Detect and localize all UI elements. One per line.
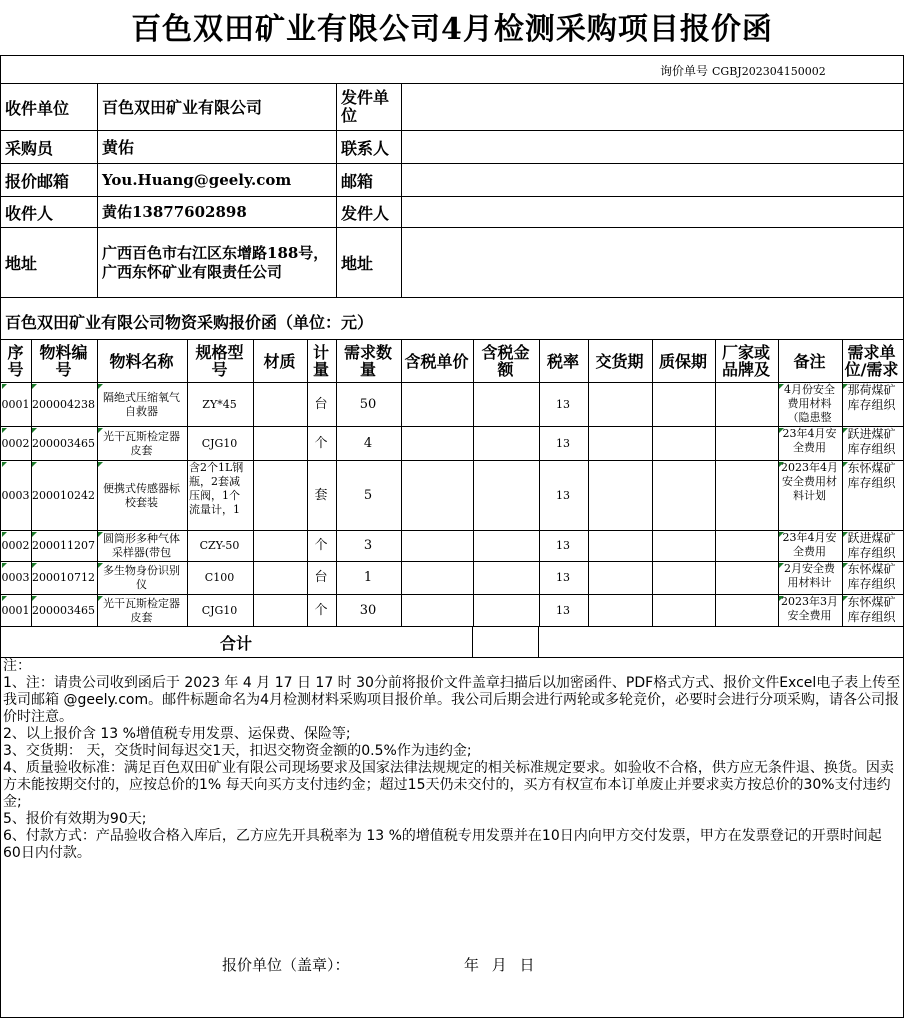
cell-empty[interactable] xyxy=(588,427,651,460)
cell-dept: 东怀煤矿库存组织 xyxy=(847,461,896,490)
cell-spec: C100 xyxy=(204,571,235,584)
sender-unit-label: 发件单位 xyxy=(341,88,390,125)
cell-material xyxy=(253,595,306,626)
cell-seq: 0003 xyxy=(1,488,30,502)
column-header: 计量 xyxy=(312,343,329,379)
cell-material xyxy=(253,562,306,594)
cell-empty[interactable] xyxy=(715,383,777,426)
cell-remark: 2023年3月安全费用 xyxy=(781,595,838,622)
grid-line xyxy=(0,297,904,298)
cell-marker xyxy=(32,462,37,467)
cell-marker xyxy=(98,428,103,433)
cell-unit: 个 xyxy=(314,602,328,618)
cell-empty[interactable] xyxy=(401,383,472,426)
cell-empty[interactable] xyxy=(473,427,538,460)
page-title: 百色双田矿业有限公司4月检测采购项目报价函 xyxy=(131,12,773,47)
cell-seq: 0003 xyxy=(1,571,30,584)
cell-seq: 0002 xyxy=(1,436,30,450)
note-2: 2、以上报价含 13 %增值税专用发票、运保费、保险等; xyxy=(3,726,351,742)
column-header: 备注 xyxy=(793,351,826,371)
mail-label: 邮箱 xyxy=(341,171,374,191)
address2-value[interactable] xyxy=(402,228,902,297)
receiver-unit-label: 收件单位 xyxy=(5,98,70,118)
cell-code: 200010712 xyxy=(32,571,95,584)
cell-marker xyxy=(779,532,784,537)
section-title: 百色双田矿业有限公司物资采购报价函（单位：元） xyxy=(5,312,374,332)
contact-value[interactable] xyxy=(402,131,902,163)
cell-code: 200011207 xyxy=(32,539,95,552)
cell-tax: 13 xyxy=(556,539,570,552)
cell-empty[interactable] xyxy=(473,562,538,594)
cell-empty[interactable] xyxy=(652,427,714,460)
cell-name: 圆筒形多种气体采样器(带包 xyxy=(103,532,180,559)
cell-tax: 13 xyxy=(556,488,570,502)
cell-empty[interactable] xyxy=(401,427,472,460)
cell-dept: 跃进煤矿库存组织 xyxy=(847,427,896,456)
cell-empty[interactable] xyxy=(588,531,651,561)
cell-unit: 套 xyxy=(314,487,328,503)
receiver-unit-value: 百色双田矿业有限公司 xyxy=(102,97,263,117)
recipient-value: 黄佑13877602898 xyxy=(102,202,247,221)
cell-marker xyxy=(2,532,7,537)
cell-marker xyxy=(843,596,848,601)
inquiry-label: 询价单号 xyxy=(660,64,709,78)
cell-seq: 0001 xyxy=(1,397,30,411)
cell-code: 200004238 xyxy=(32,397,95,411)
cell-marker xyxy=(843,532,848,537)
signature-date: 年 月 日 xyxy=(464,956,535,974)
cell-empty[interactable] xyxy=(715,427,777,460)
total-label: 合计 xyxy=(219,633,252,653)
cell-marker xyxy=(32,384,37,389)
cell-tax: 13 xyxy=(556,436,570,450)
column-header: 税率 xyxy=(546,351,579,371)
signature-label: 报价单位（盖章）： xyxy=(222,956,350,974)
column-header: 规格型号 xyxy=(195,343,244,379)
notes xyxy=(3,658,901,862)
buyer-label: 采购员 xyxy=(5,138,54,158)
cell-spec: CJG10 xyxy=(201,436,238,450)
cell-marker xyxy=(843,563,848,568)
cell-qty: 50 xyxy=(359,396,377,412)
cell-dept: 那荷煤矿库存组织 xyxy=(847,383,896,412)
cell-qty: 1 xyxy=(363,570,373,585)
cell-marker xyxy=(98,563,103,568)
cell-unit: 台 xyxy=(314,396,328,412)
cell-marker xyxy=(2,596,7,601)
recipient-label: 收件人 xyxy=(5,203,54,223)
cell-marker xyxy=(32,596,37,601)
cell-marker xyxy=(98,596,103,601)
cell-marker xyxy=(843,428,848,433)
cell-remark: 23年4月安全费用 xyxy=(782,531,837,558)
cell-unit: 个 xyxy=(314,538,328,553)
column-header: 交货期 xyxy=(595,351,644,371)
cell-marker xyxy=(32,532,37,537)
cell-qty: 3 xyxy=(363,538,373,553)
cell-marker xyxy=(2,462,7,467)
sender-unit-value[interactable] xyxy=(402,84,902,130)
cell-tax: 13 xyxy=(556,571,570,584)
cell-spec: 含2个1L钢瓶，2套减压阀，1个流量计，1 xyxy=(189,461,244,516)
cell-empty[interactable] xyxy=(401,531,472,561)
cell-qty: 30 xyxy=(359,602,377,618)
cell-marker xyxy=(779,384,784,389)
cell-seq: 0001 xyxy=(1,603,30,617)
cell-remark: 4月份安全费用材料（隐患整 xyxy=(784,383,835,424)
column-header: 材质 xyxy=(263,351,296,371)
grid-line xyxy=(0,55,904,56)
column-header: 需求单位/需求 xyxy=(844,343,899,379)
cell-empty[interactable] xyxy=(715,461,777,530)
cell-code: 200003465 xyxy=(32,603,95,617)
cell-empty[interactable] xyxy=(588,383,651,426)
cell-tax: 13 xyxy=(556,397,570,411)
cell-dept: 跃进煤矿库存组织 xyxy=(847,531,896,560)
buyer-value: 黄佑 xyxy=(102,137,135,157)
cell-spec: CZY-50 xyxy=(199,539,240,552)
cell-empty[interactable] xyxy=(473,595,538,626)
cell-empty[interactable] xyxy=(473,461,538,530)
cell-qty: 5 xyxy=(363,487,373,503)
cell-marker xyxy=(779,462,784,467)
cell-material xyxy=(253,461,306,530)
cell-empty[interactable] xyxy=(588,595,651,626)
cell-seq: 0002 xyxy=(1,539,30,552)
cell-marker xyxy=(779,596,784,601)
cell-marker xyxy=(843,384,848,389)
cell-empty[interactable] xyxy=(588,562,651,594)
cell-empty[interactable] xyxy=(401,595,472,626)
cell-marker xyxy=(98,532,103,537)
cell-marker xyxy=(98,462,103,467)
cell-empty[interactable] xyxy=(652,595,714,626)
cell-marker xyxy=(2,563,7,568)
cell-marker xyxy=(32,428,37,433)
cell-unit: 个 xyxy=(314,435,328,451)
column-header: 质保期 xyxy=(658,351,707,371)
cell-code: 200010242 xyxy=(32,488,95,502)
column-header: 物料名称 xyxy=(109,351,174,371)
cell-empty[interactable] xyxy=(715,595,777,626)
cell-qty: 4 xyxy=(363,435,373,451)
cell-name: 便携式传感器标校套装 xyxy=(103,481,180,509)
contact-label: 联系人 xyxy=(341,138,390,158)
cell-dept: 东怀煤矿库存组织 xyxy=(847,595,896,624)
cell-spec: CJG10 xyxy=(201,603,238,617)
column-header: 序号 xyxy=(7,343,24,379)
cell-material xyxy=(253,383,306,426)
sender-value[interactable] xyxy=(402,197,902,227)
cell-marker xyxy=(2,428,7,433)
cell-marker xyxy=(779,428,784,433)
inquiry-value: CGBJ202304150002 xyxy=(712,65,826,78)
cell-name: 光干瓦斯检定器皮套 xyxy=(103,429,180,457)
cell-marker xyxy=(98,384,103,389)
sender-label: 发件人 xyxy=(341,203,390,223)
cell-empty[interactable] xyxy=(401,461,472,530)
cell-tax: 13 xyxy=(556,603,570,617)
cell-marker xyxy=(2,384,7,389)
column-header: 物料编号 xyxy=(39,343,88,379)
cell-name: 隔绝式压缩氧气自救器 xyxy=(103,390,180,418)
notes-heading: 注： xyxy=(3,658,31,674)
cell-unit: 台 xyxy=(314,570,328,585)
note-6: 6、付款方式：产品验收合格入库后，乙方应先开具税率为 13 %的增值税专用发票并在10日内向甲方交付发票，甲方在发票登记的开票时间起 60日内付款。 xyxy=(3,828,882,861)
cell-empty[interactable] xyxy=(652,383,714,426)
cell-empty[interactable] xyxy=(652,531,714,561)
cell-empty[interactable] xyxy=(715,531,777,561)
cell-remark: 23年4月安全费用 xyxy=(782,427,837,454)
column-header: 需求数量 xyxy=(343,343,392,379)
note-3: 3、交货期： 天，交货时间每迟交1天，扣迟交物资金额的0.5%作为违约金; xyxy=(3,743,472,759)
cell-empty[interactable] xyxy=(588,461,651,530)
inquiry-number xyxy=(660,62,826,79)
cell-marker xyxy=(843,462,848,467)
cell-empty[interactable] xyxy=(473,383,538,426)
cell-material xyxy=(253,427,306,460)
column-header: 含税金额 xyxy=(481,343,530,379)
note-1: 1、注：请贵公司收到函后于 2023 年 4 月 17 日 17 时 30分前将报价文件盖章扫描后以加密函件、PDF格式方式、报价文件Excel电子表上传至我司邮箱 @geely.com。邮件标题命名为4月检测材料采购项目报价单。我公司后期会进行两轮或多轮竞价，必要时会进行分项采购，请各公司报价时注意。 xyxy=(3,675,901,725)
email-label: 报价邮箱 xyxy=(5,171,70,191)
cell-empty[interactable] xyxy=(401,562,472,594)
grid-line xyxy=(538,626,539,658)
email-value: You.Huang@geely.com xyxy=(102,170,292,189)
cell-empty[interactable] xyxy=(652,562,714,594)
cell-empty[interactable] xyxy=(473,531,538,561)
cell-empty[interactable] xyxy=(715,562,777,594)
cell-marker xyxy=(32,563,37,568)
address2-label: 地址 xyxy=(341,254,374,273)
note-5: 5、报价有效期为90天; xyxy=(3,811,147,827)
cell-material xyxy=(253,531,306,561)
cell-code: 200003465 xyxy=(32,436,95,450)
total-value[interactable] xyxy=(473,627,537,657)
mail-value[interactable] xyxy=(402,164,902,196)
column-header: 含税单价 xyxy=(404,351,469,371)
address-value: 广西百色市右江区东增路188号，广西东怀矿业有限责任公司 xyxy=(102,243,329,281)
cell-remark: 2023年4月安全费用材料计划 xyxy=(781,461,838,502)
cell-name: 光干瓦斯检定器皮套 xyxy=(103,596,180,624)
address-label: 地址 xyxy=(5,254,38,273)
cell-name: 多生物身份识别仪 xyxy=(103,564,180,591)
column-header: 厂家或品牌及 xyxy=(721,343,770,379)
cell-spec: ZY*45 xyxy=(202,397,237,411)
cell-marker xyxy=(779,563,784,568)
cell-dept: 东怀煤矿库存组织 xyxy=(847,562,896,591)
note-4: 4、质量验收标准：满足百色双田矿业有限公司现场要求及国家法律法规规定的相关标准规定要求。如验收不合格，供方应无条件退、换货。因卖方未能按期交付的，应按总价的1% 每天向买方支付违约金；超过15天仍未交付的，买方有权宣布本订单废止并要求卖方按总价的30%支付违约金; xyxy=(3,760,894,810)
cell-empty[interactable] xyxy=(652,461,714,530)
cell-remark: 2月安全费用材料计 xyxy=(784,562,835,589)
